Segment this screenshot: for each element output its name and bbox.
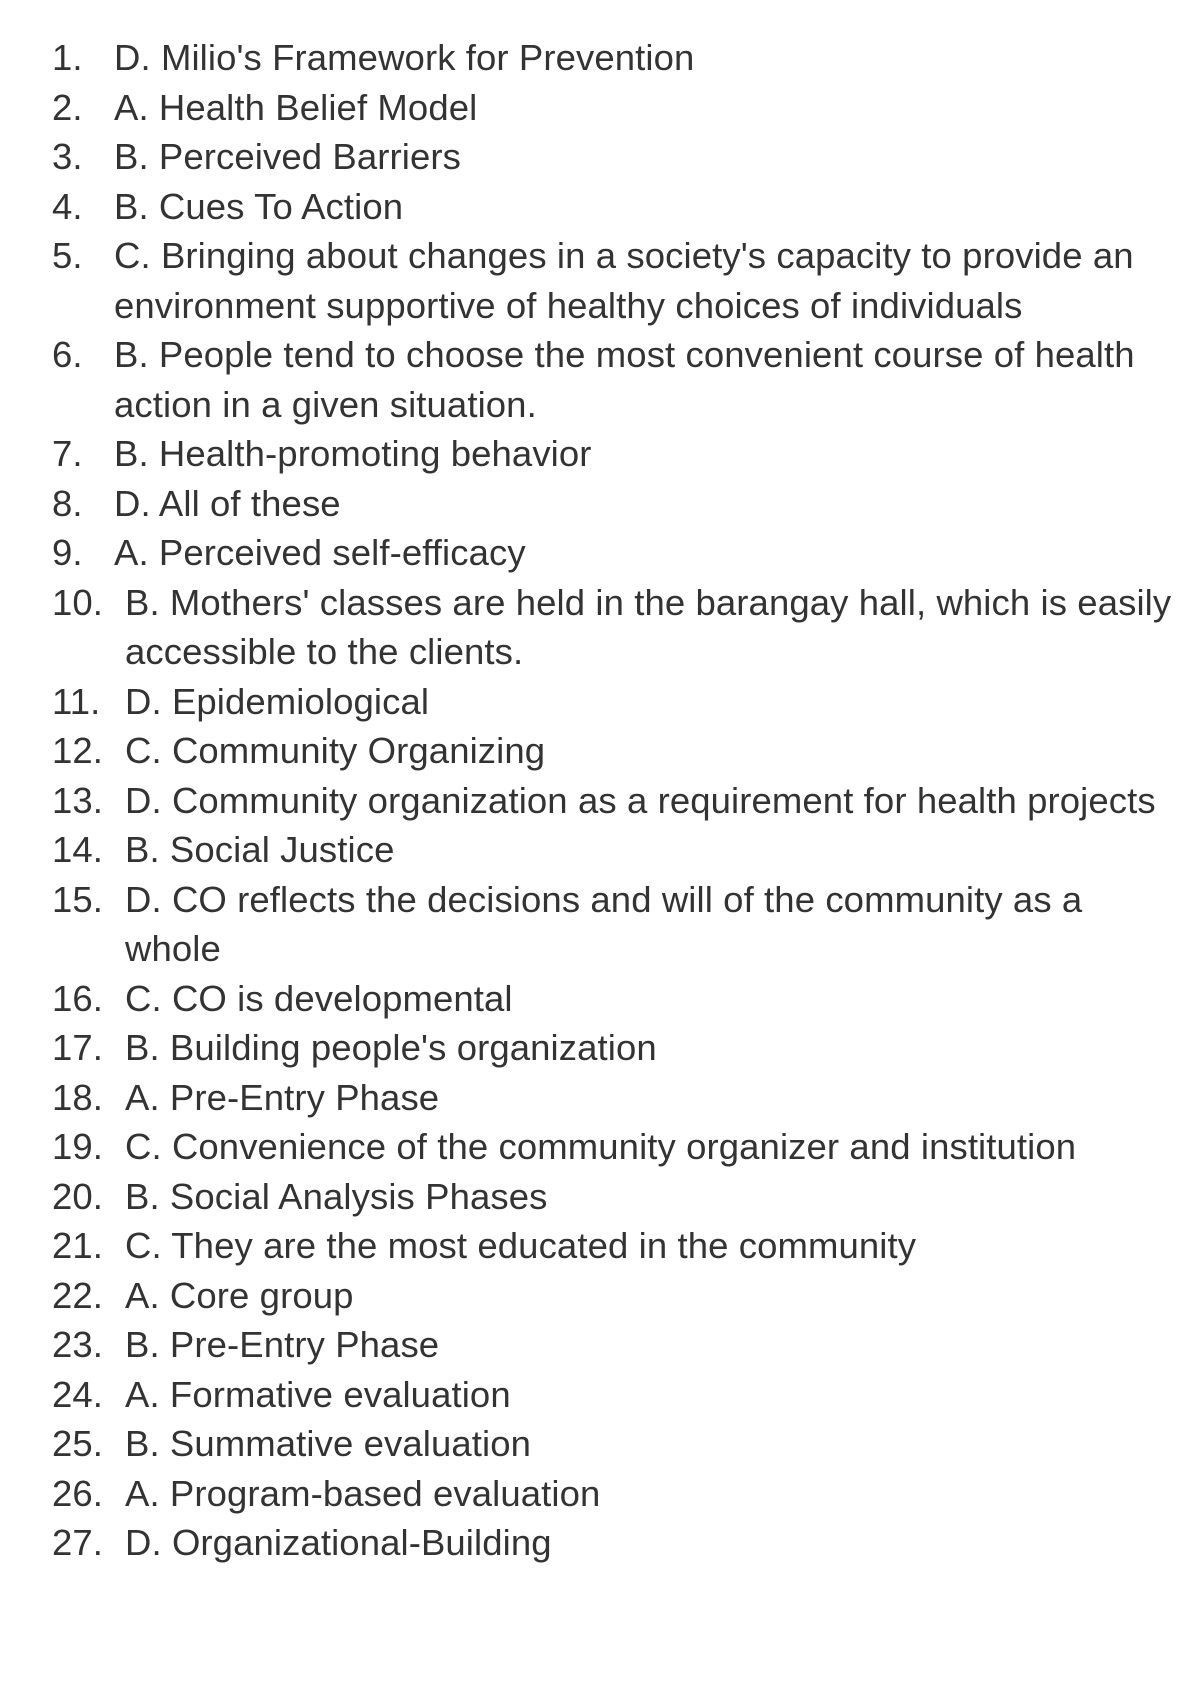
answer-item-12 <box>52 726 1172 776</box>
answer-item-23 <box>52 1320 1172 1370</box>
answer-item-22 <box>52 1271 1172 1321</box>
answer-number: 11. <box>52 680 101 722</box>
answer-text: B. Cues To Action <box>114 185 404 227</box>
answer-item-17 <box>52 1023 1172 1073</box>
answer-text: B. Social Justice <box>125 829 395 870</box>
answer-number: 10. <box>52 581 104 623</box>
answer-text: A. Program-based evaluation <box>125 1472 601 1514</box>
answer-text: B. Pre-Entry Phase <box>125 1324 440 1365</box>
answer-item-16 <box>52 974 1172 1024</box>
answer-number: 1. <box>52 37 83 78</box>
answer-item-27 <box>52 1518 1172 1568</box>
answer-number: 19. <box>52 1126 104 1167</box>
answer-item-21 <box>52 1221 1172 1271</box>
answer-item-6 <box>52 330 1172 429</box>
answer-text: B. Building people's organization <box>125 1027 657 1068</box>
answer-item-20 <box>52 1172 1172 1222</box>
answer-number: 21. <box>52 1225 104 1266</box>
answer-text: D. Epidemiological <box>125 680 430 722</box>
answer-number: 2. <box>52 86 83 128</box>
answer-number: 5. <box>52 235 83 276</box>
answer-item-25 <box>52 1419 1172 1469</box>
answer-number: 22. <box>52 1274 104 1316</box>
answer-number: 26. <box>52 1472 104 1514</box>
answer-number: 24. <box>52 1373 104 1415</box>
answer-item-15 <box>52 875 1172 974</box>
answer-number: 8. <box>52 482 83 524</box>
answer-item-2 <box>52 83 1172 133</box>
answer-text: D. Milio's Framework for Prevention <box>114 37 695 78</box>
answer-number: 4. <box>52 185 83 227</box>
answer-text: B. Social Analysis Phases <box>125 1175 548 1217</box>
answer-text: D. All of these <box>114 482 341 524</box>
answer-number: 16. <box>52 977 104 1019</box>
answer-item-24 <box>52 1370 1172 1420</box>
answer-text: A. Perceived self-efficacy <box>114 532 526 573</box>
answer-item-19 <box>52 1122 1172 1172</box>
answer-text: B. Perceived Barriers <box>114 136 461 177</box>
answer-text: C. CO is developmental <box>125 977 513 1019</box>
answer-text: B. Summative evaluation <box>125 1423 532 1464</box>
answer-item-8 <box>52 479 1172 529</box>
answer-item-9 <box>52 528 1172 578</box>
answer-text: D. Community organization as a requirement for health projects <box>125 779 1156 821</box>
answer-number: 9. <box>52 532 83 573</box>
answer-item-7 <box>52 429 1172 479</box>
answer-number: 20. <box>52 1175 104 1217</box>
answer-text: A. Core group <box>125 1274 354 1316</box>
answer-item-14 <box>52 825 1172 875</box>
answer-text: C. They are the most educated in the community <box>125 1225 917 1266</box>
answer-number: 12. <box>52 730 104 771</box>
answer-text: A. Formative evaluation <box>125 1373 511 1415</box>
answer-number: 27. <box>52 1522 104 1563</box>
answer-item-5 <box>52 231 1172 330</box>
answer-item-4 <box>52 182 1172 232</box>
answer-item-1 <box>52 33 1172 83</box>
answer-number: 18. <box>52 1076 104 1118</box>
answer-text: C. Convenience of the community organizer and institution <box>125 1126 1077 1167</box>
answer-text: B. Health-promoting behavior <box>114 433 592 474</box>
answer-text: C. Bringing about changes in a society's capacity to provide an environment supportive of healthy choices of individuals <box>114 235 1134 326</box>
answer-text: D. Organizational-Building <box>125 1522 552 1563</box>
answer-item-3 <box>52 132 1172 182</box>
answer-item-26 <box>52 1469 1172 1519</box>
answer-text: B. People tend to choose the most convenient course of health action in a given situation. <box>114 334 1135 425</box>
answer-key-list <box>52 33 1172 1568</box>
answer-item-10 <box>52 578 1172 677</box>
answer-number: 23. <box>52 1324 104 1365</box>
answer-number: 6. <box>52 334 83 375</box>
answer-number: 13. <box>52 779 104 821</box>
answer-text: D. CO reflects the decisions and will of the community as a whole <box>125 878 1083 969</box>
answer-number: 7. <box>52 433 83 474</box>
answer-text: C. Community Organizing <box>125 730 546 771</box>
answer-text: A. Pre-Entry Phase <box>125 1076 440 1118</box>
answer-number: 15. <box>52 878 104 920</box>
answer-item-18 <box>52 1073 1172 1123</box>
answer-number: 17. <box>52 1027 104 1068</box>
answer-number: 14. <box>52 829 104 870</box>
answer-text: A. Health Belief Model <box>114 86 478 128</box>
answer-text: B. Mothers' classes are held in the barangay hall, which is easily accessible to the clients. <box>125 581 1172 672</box>
answer-number: 3. <box>52 136 83 177</box>
answer-item-13 <box>52 776 1172 826</box>
answer-item-11 <box>52 677 1172 727</box>
answer-number: 25. <box>52 1423 104 1464</box>
